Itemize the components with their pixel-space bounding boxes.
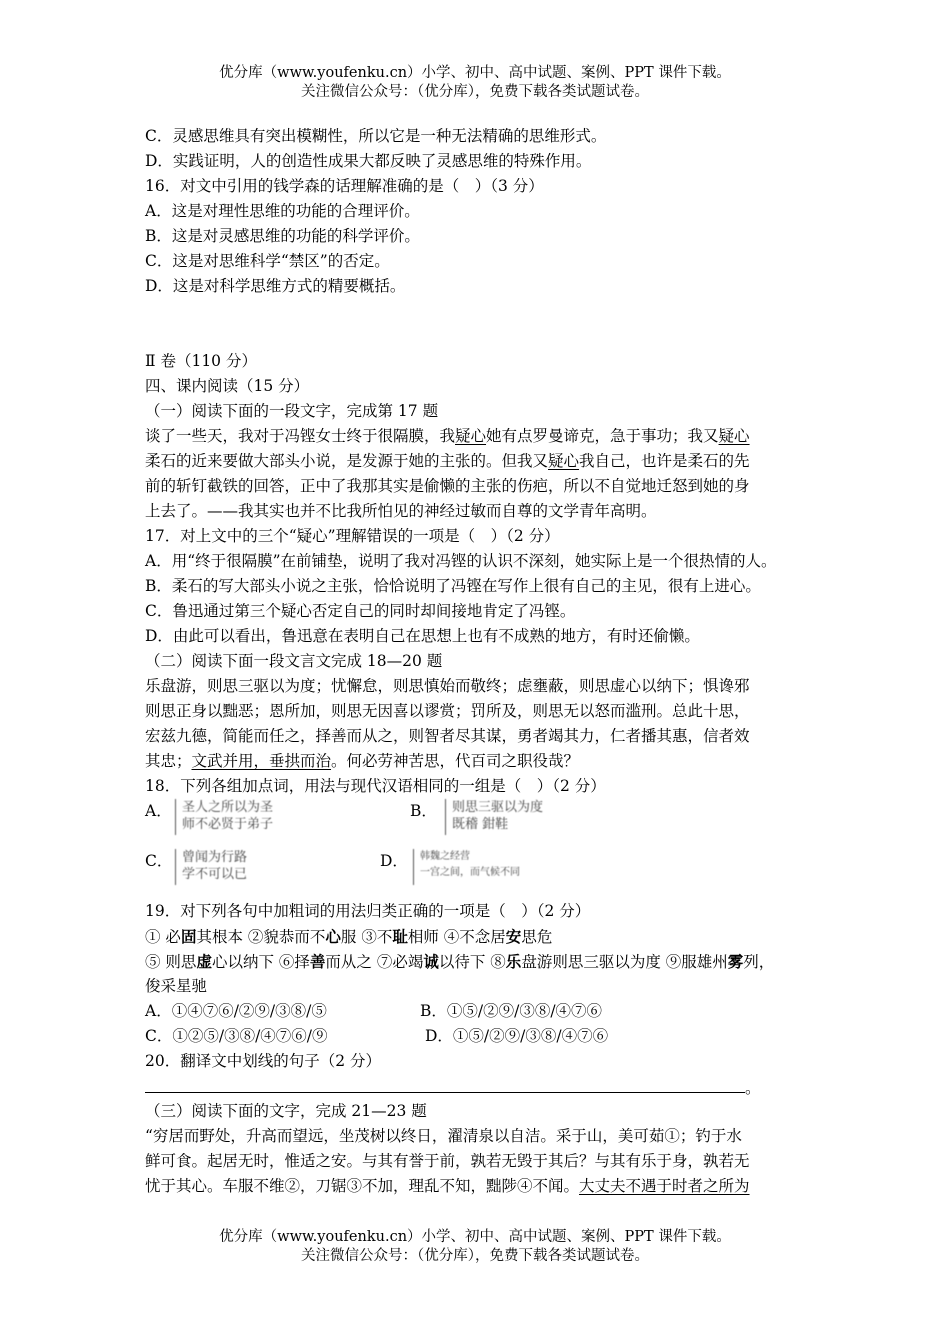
q18-options-row-2 <box>145 849 815 899</box>
subsection1-heading: （一）阅读下面的一段文字，完成第 17 题 <box>145 402 439 420</box>
q19-text: 其根本 ②貌恭而不 <box>196 928 326 946</box>
passage2-line: 乐盘游，则思三驱以为度；忧懈怠，则思慎始而敬终；虑壅蔽，则思虚心以纳下；惧谗邪 <box>145 677 750 695</box>
subsection2-heading: （二）阅读下面一段文言文完成 18—20 题 <box>145 652 443 670</box>
q15-option-d: D．实践证明，人的创造性成果大都反映了灵感思维的特殊作用。 <box>145 152 592 170</box>
q19-text: ① 必 <box>145 928 181 946</box>
q19-text: ⑤ 则思 <box>145 953 197 971</box>
q19-text: 心以纳下 ⑥择 <box>211 953 310 971</box>
passage1-text: 谈了一些天，我对于冯铿女士终于很隔膜，我 <box>145 427 456 445</box>
underlined-sentence: 文武并用，垂拱而治 <box>191 752 332 770</box>
section4-heading: 四、课内阅读（15 分） <box>145 377 310 395</box>
passage3-text: 忧于其心。车服不维②，刀锯③不加，理乱不知，黜陟④不闻。 <box>145 1177 580 1195</box>
passage2-text: 其忠； <box>145 752 192 770</box>
q18-option-a-image <box>175 799 372 835</box>
q18-option-c-label: C． <box>145 852 173 870</box>
q18-b-line-2: 既稽 鉗鞋 <box>452 817 509 832</box>
footer-line-2: 关注微信公众号：（优分库），免费下载各类试题试卷。 <box>301 1248 649 1264</box>
q18-d-line-1: 韩魏之经营 <box>420 851 470 862</box>
q16-option-c: C．这是对思维科学“禁区”的否定。 <box>145 252 390 270</box>
bold-keyword: 心 <box>325 927 341 946</box>
q18-options-row-1 <box>145 799 815 849</box>
q19-choices-row-2 <box>145 1024 815 1049</box>
spacer <box>145 299 815 349</box>
bold-keyword: 雾 <box>727 952 744 971</box>
q19-text: 盘游则思三驱以为度 ⑨服雄州 <box>521 953 728 971</box>
header-line-2: 关注微信公众号：（优分库），免费下载各类试题试卷。 <box>301 84 649 100</box>
q16-stem: 16．对文中引用的钱学森的话理解准确的是（ ）（3 分） <box>145 177 544 195</box>
passage1-text: 她有点罗曼谛克，急于事功；我又 <box>486 427 719 445</box>
passage3-line: 鲜可食。起居无时，惟适之安。与其有誉于前，孰若无毁于其后？与其有乐于身，孰若无 <box>145 1152 750 1170</box>
passage3-line: “穷居而野处，升高而望远，坐茂树以终日，濯清泉以自洁。采于山，美可茹①；钓于水 <box>145 1127 742 1145</box>
underlined-sentence: 大丈夫不遇于时者之所为 <box>579 1177 750 1195</box>
passage1-line: 前的斩钉截铁的回答，正中了我那其实是偷懒的主张的伤疤，所以不自觉地迁怒到她的身 <box>145 477 750 495</box>
passage3 <box>145 1124 815 1199</box>
q17-option-a: A．用“终于很隔膜”在前铺垫，说明了我对冯铿的认识不深刻，她实际上是一个很热情的人。 <box>145 552 777 570</box>
q18-option-a-label: A． <box>145 802 172 820</box>
q17-stem: 17．对上文中的三个“疑心”理解错误的一项是（ ）（2 分） <box>145 527 560 545</box>
footer-line-1: 优分库（www.youfenku.cn）小学、初中、高中试题、案例、PPT 课件下载。 <box>219 1229 731 1245</box>
passage2-line: 则思正身以黜恶；恩所加，则思无因喜以谬赏；罚所及，则思无以怒而滥刑。总此十思， <box>145 702 750 720</box>
q15-option-c: C．灵感思维具有突出模糊性，所以它是一种无法精确的思维形式。 <box>145 127 607 145</box>
q19-stem: 19．对下列各句中加粗词的用法归类正确的一项是（ ）（2 分） <box>145 902 591 920</box>
underlined-word: 疑心 <box>718 427 750 445</box>
bold-keyword: 固 <box>180 927 197 946</box>
q16-option-b: B．这是对灵感思维的功能的科学评价。 <box>145 227 420 245</box>
bold-keyword: 诚 <box>423 952 439 971</box>
q19-text: 以待下 ⑧ <box>438 953 506 971</box>
q17-option-b: B．柔石的写大部头小说之主张，恰恰说明了冯铿在写作上很有自己的主见，很有上进心。 <box>145 577 761 595</box>
q19-option-b: B．①⑤/②⑨/③⑧/④⑦⑥ <box>420 1002 603 1020</box>
q18-stem: 18．下列各组加点词，用法与现代汉语相同的一组是（ ）（2 分） <box>145 777 606 795</box>
q18-option-c-image <box>175 849 362 885</box>
q17-option-c: C．鲁迅通过第三个疑心否定自己的同时却间接地肯定了冯铿。 <box>145 602 576 620</box>
q19-text: 思危 <box>521 928 553 946</box>
q18-c-line-2: 学不可以已 <box>182 867 248 882</box>
passage1-line: 上去了。——我其实也并不比我所怕见的神经过敏而自尊的文学青年高明。 <box>145 502 657 520</box>
passage2 <box>145 674 815 774</box>
page-footer <box>0 1228 950 1266</box>
bold-keyword: 乐 <box>505 952 522 971</box>
bold-keyword: 安 <box>505 927 522 946</box>
header-line-1: 优分库（www.youfenku.cn）小学、初中、高中试题、案例、PPT 课件下载。 <box>219 65 731 81</box>
page-header <box>0 64 950 102</box>
passage1-text: 我自己，也许是柔石的先 <box>579 452 750 470</box>
bold-keyword: 虚 <box>196 952 212 971</box>
part2-title: Ⅱ 卷（110 分） <box>145 352 257 370</box>
bold-keyword: 善 <box>309 952 326 971</box>
passage2-line: 宏兹九德，简能而任之，择善而从之，则智者尽其谋，勇者竭其力，仁者播其惠，信者效 <box>145 727 750 745</box>
q19-option-c: C．①②⑤/③⑧/④⑦⑥/⑨ <box>145 1027 328 1045</box>
subsection3-heading: （三）阅读下面的文字，完成 21—23 题 <box>145 1102 427 1120</box>
underlined-word: 疑心 <box>455 427 487 445</box>
q18-option-b-image <box>445 799 637 835</box>
q16-option-d: D．这是对科学思维方式的精要概括。 <box>145 277 406 295</box>
q19-option-a: A．①④⑦⑥/②⑨/③⑧/⑤ <box>145 1002 327 1020</box>
q19-text: 服 ③不 <box>340 928 393 946</box>
bold-keyword: 耻 <box>392 927 408 946</box>
q19-choices-row-1 <box>145 999 815 1024</box>
q18-a-line-2: 师不必贤于弟子 <box>182 817 274 832</box>
answer-blank[interactable] <box>145 1074 745 1093</box>
q19-text: 相师 ④不念居 <box>407 928 506 946</box>
passage1 <box>145 424 815 524</box>
q18-option-d-image <box>413 849 570 885</box>
q18-c-line-1: 曾闻为行路 <box>182 850 248 865</box>
q18-d-line-2: 一宫之间，而气候不同 <box>420 867 520 878</box>
q19-text: 而从之 ⑦必竭 <box>325 953 424 971</box>
q18-b-line-1: 则思三驱以为度 <box>452 800 544 815</box>
answer-end: 。 <box>745 1079 761 1097</box>
passage2-text: 。何必劳神苦思，代百司之职役哉？ <box>331 752 580 770</box>
underlined-word: 疑心 <box>548 452 580 470</box>
q19-items-line-1 <box>145 924 815 949</box>
q20-answer-line <box>145 1074 815 1099</box>
q18-a-line-1: 圣人之所以为圣 <box>182 800 274 815</box>
q19-items-line-3: 俊采星驰 <box>145 977 208 995</box>
q18-option-d-label: D． <box>380 852 408 870</box>
document-body <box>145 124 815 1199</box>
q17-option-d: D．由此可以看出，鲁迅意在表明自己在思想上也有不成熟的地方，有时还偷懒。 <box>145 627 700 645</box>
q19-option-d: D．①⑤/②⑨/③⑧/④⑦⑥ <box>425 1027 609 1045</box>
passage1-text: 柔石的近来要做大部头小说，是发源于她的主张的。但我又 <box>145 452 549 470</box>
q19-text: 列， <box>743 953 775 971</box>
q18-option-b-label: B． <box>410 802 437 820</box>
q16-option-a: A．这是对理性思维的功能的合理评价。 <box>145 202 420 220</box>
q20-stem: 20．翻译文中划线的句子（2 分） <box>145 1052 382 1070</box>
q19-items-line-2 <box>145 949 815 974</box>
